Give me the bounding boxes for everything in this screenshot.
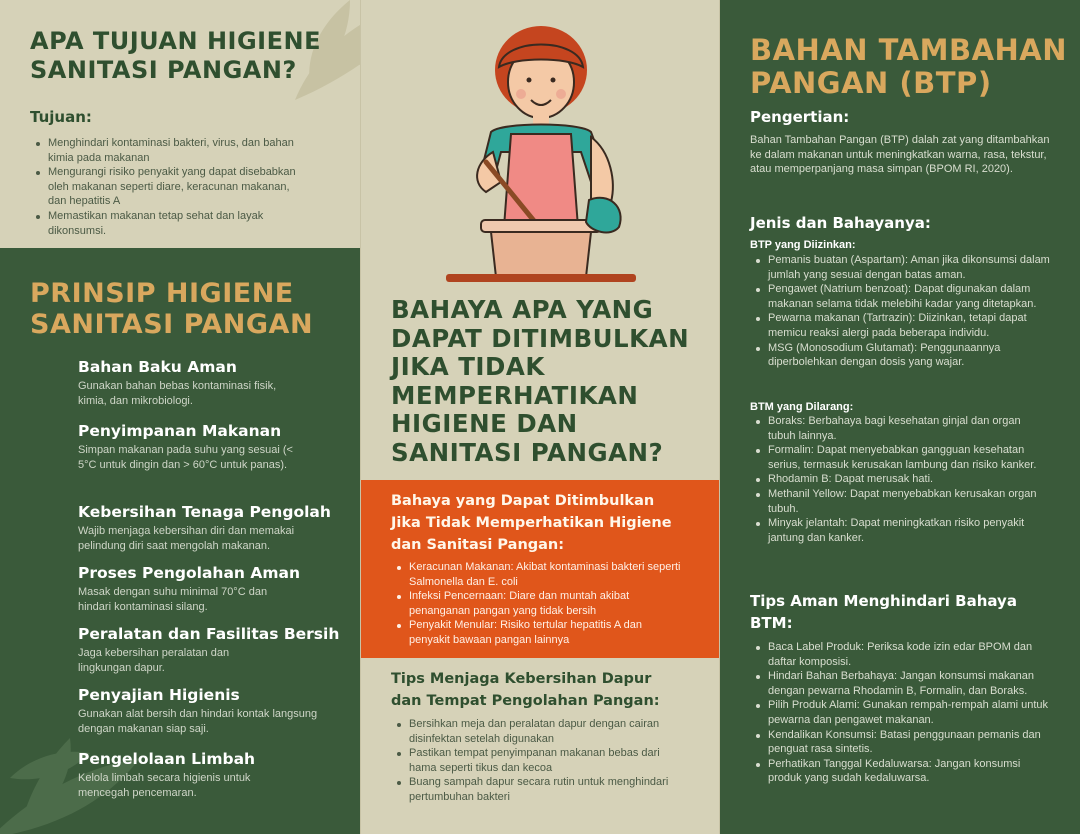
- list-item: Methanil Yellow: Dapat menyebabkan kerusakan organ tubuh.: [750, 487, 1050, 516]
- list-item: Perhatikan Tanggal Kedaluwarsa: Jangan konsumsi produk yang sudah kedaluwarsa.: [750, 757, 1050, 786]
- list-item: Pengawet (Natrium benzoat): Dapat digunakan dalam makanan selama tidak melebihi kadar yang ditetapkan.: [750, 282, 1050, 311]
- list-item: Minyak jelantah: Dapat meningkatkan risiko penyakit jantung dan kanker.: [750, 516, 1050, 545]
- principle-title: Peralatan dan Fasilitas Bersih: [78, 625, 340, 643]
- btm-tips-list: [750, 640, 1050, 786]
- danger-box: [361, 480, 720, 658]
- principles-title: PRINSIP HIGIENE SANITASI PANGAN: [30, 278, 314, 340]
- list-item: Memastikan makanan tetap sehat dan layak dikonsumsi.: [30, 209, 300, 238]
- principle-title: Pengelolaan Limbah: [78, 750, 256, 768]
- middle-panel: [360, 0, 720, 834]
- list-item: Keracunan Makanan: Akibat kontaminasi bakteri seperti Salmonella dan E. coli: [391, 560, 681, 589]
- principle-title: Proses Pengolahan Aman: [78, 564, 301, 582]
- big-question-title: BAHAYA APA YANG DAPAT DITIMBULKAN JIKA TIDAK MEMPERHATIKAN HIGIENE DAN SANITASI PANGAN?: [391, 295, 690, 467]
- principle-desc: Masak dengan suhu minimal 70°C dan hindari kontaminasi silang.: [78, 586, 268, 613]
- list-item: Baca Label Produk: Periksa kode izin edar BPOM dan daftar komposisi.: [750, 640, 1050, 669]
- principle-item: [78, 686, 338, 736]
- list-item: Pastikan tempat penyimpanan makanan bebas dari hama seperti tikus dan kecoa: [391, 746, 681, 775]
- list-item: Penyakit Menular: Risiko tertular hepatitis A dan penyakit bawaan pangan lainnya: [391, 618, 681, 647]
- purpose-subtitle: Tujuan:: [30, 108, 92, 126]
- principle-desc: Gunakan bahan bebas kontaminasi fisik, kimia, dan mikrobiologi.: [78, 380, 277, 407]
- banned-title: BTM yang Dilarang:: [750, 401, 854, 413]
- principle-title: Bahan Baku Aman: [78, 358, 237, 376]
- left-panel: [0, 0, 360, 834]
- danger-title: Bahaya yang Dapat Ditimbulkan Jika Tidak Memperhatikan Higiene dan Sanitasi Pangan:: [391, 493, 672, 553]
- kitchen-tips-title: Tips Menjaga Kebersihan Dapur dan Tempat Pengolahan Pangan:: [391, 671, 660, 709]
- principle-item: [78, 503, 348, 553]
- principle-item: [78, 422, 338, 472]
- principle-desc: Wajib menjaga kebersihan diri dan memakai pelindung diri saat mengolah makanan.: [78, 525, 295, 552]
- principle-desc: Simpan makanan pada suhu yang sesuai (< 5°C untuk dingin dan > 60°C untuk panas).: [78, 444, 293, 471]
- principle-item: [78, 750, 338, 800]
- principle-item: [78, 358, 338, 408]
- allowed-title: BTP yang Diizinkan:: [750, 239, 856, 251]
- list-item: Buang sampah dapur secara rutin untuk menghindari pertumbuhan bakteri: [391, 775, 681, 804]
- list-item: Pemanis buatan (Aspartam): Aman jika dikonsumsi dalam jumlah yang sesuai dengan batas aman.: [750, 253, 1050, 282]
- list-item: Pewarna makanan (Tartrazin): Diizinkan, tetapi dapat memicu reaksi alergi pada beberapa individu.: [750, 311, 1050, 340]
- banned-list: [750, 414, 1050, 545]
- list-item: MSG (Monosodium Glutamat): Penggunaannya diperbolehkan dengan dosis yang wajar.: [750, 341, 1050, 370]
- btp-title: BAHAN TAMBAHAN PANGAN (BTP): [750, 33, 1067, 100]
- list-item: Menghindari kontaminasi bakteri, virus, dan bahan kimia pada makanan: [30, 136, 300, 165]
- list-item: Kendalikan Konsumsi: Batasi penggunaan pemanis dan penguat rasa sintetis.: [750, 728, 1050, 757]
- purpose-title: APA TUJUAN HIGIENE SANITASI PANGAN?: [30, 27, 321, 84]
- principle-title: Penyajian Higienis: [78, 686, 240, 704]
- danger-list: [391, 560, 681, 648]
- principle-title: Penyimpanan Makanan: [78, 422, 282, 440]
- definition-title: Pengertian:: [750, 108, 850, 126]
- list-item: Hindari Bahan Berbahaya: Jangan konsumsi makanan dengan pewarna Rhodamin B, Formalin, dan Boraks.: [750, 669, 1050, 698]
- list-item: Formalin: Dapat menyebabkan gangguan kesehatan serius, termasuk kerusakan lambung dan risiko kanker.: [750, 443, 1050, 472]
- right-panel: [720, 0, 1080, 834]
- principle-item: [78, 625, 348, 675]
- types-title: Jenis dan Bahayanya:: [750, 214, 931, 232]
- principle-title: Kebersihan Tenaga Pengolah: [78, 503, 331, 521]
- principle-item: [78, 564, 338, 614]
- allowed-list: [750, 253, 1050, 370]
- chef-illustration-icon: [441, 22, 641, 292]
- list-item: Bersihkan meja dan peralatan dapur dengan cairan disinfektan setelah digunakan: [391, 717, 681, 746]
- principles-section: [0, 248, 360, 834]
- btm-tips-title: Tips Aman Menghindari Bahaya BTM:: [750, 592, 1017, 632]
- principle-desc: Kelola limbah secara higienis untuk mencegah pencemaran.: [78, 772, 251, 799]
- list-item: Mengurangi risiko penyakit yang dapat disebabkan oleh makanan seperti diare, keracunan makanan, dan hepatitis A: [30, 165, 300, 209]
- list-item: Pilih Produk Alami: Gunakan rempah-rempah alami untuk pewarna dan pengawet makanan.: [750, 698, 1050, 727]
- purpose-list: [30, 136, 300, 238]
- principle-desc: Gunakan alat bersih dan hindari kontak langsung dengan makanan siap saji.: [78, 708, 318, 735]
- principle-desc: Jaga kebersihan peralatan dan lingkungan dapur.: [78, 647, 230, 674]
- kitchen-tips-list: [391, 717, 681, 805]
- purpose-section: [0, 0, 360, 248]
- list-item: Infeksi Pencernaan: Diare dan muntah akibat penanganan pangan yang tidak bersih: [391, 589, 681, 618]
- definition-text: Bahan Tambahan Pangan (BTP) dalah zat yang ditambahkan ke dalam makanan untuk meningkatkan warna, rasa, tekstur, atau memperpanjang masa simpan (BPOM RI, 2020).: [750, 134, 1050, 176]
- list-item: Rhodamin B: Dapat merusak hati.: [750, 472, 1050, 487]
- list-item: Boraks: Berbahaya bagi kesehatan ginjal dan organ tubuh lainnya.: [750, 414, 1050, 443]
